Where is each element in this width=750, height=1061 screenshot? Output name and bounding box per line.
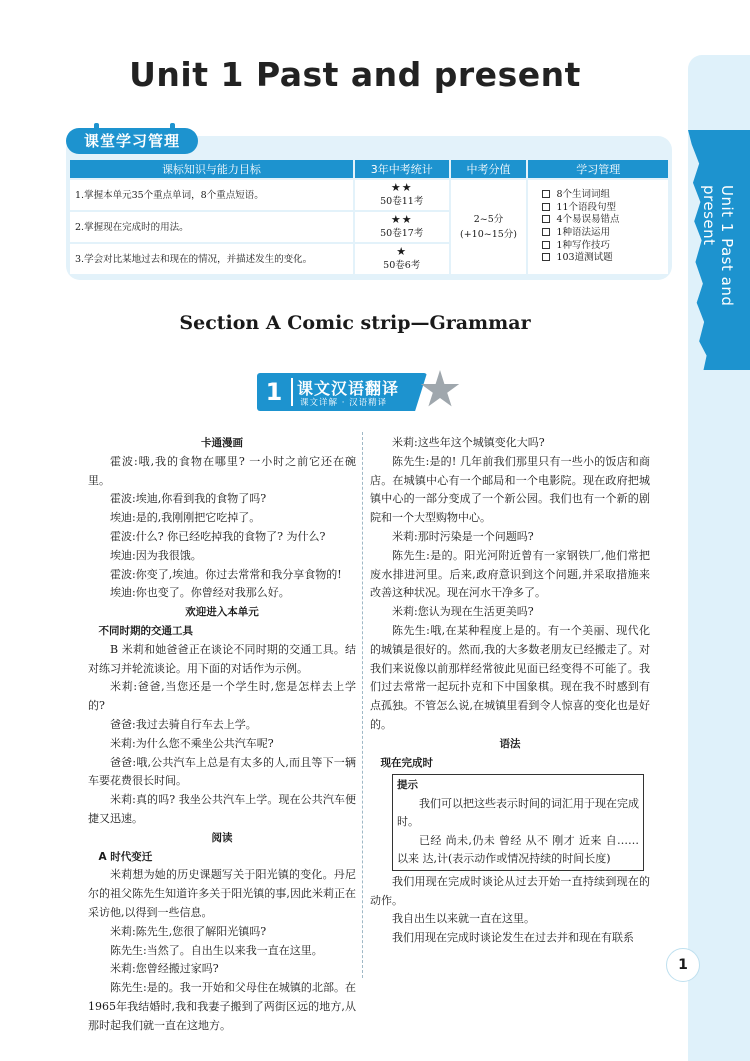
exam-count: 50卷6考 [383,260,421,271]
banner-subtitle: 课文详解 · 汉语精译 [300,398,388,408]
paragraph: B 米莉和她爸爸正在谈论不同时期的交通工具。结对练习并轮流谈论。用下面的对话作为示例。 [88,642,356,675]
checkbox-icon[interactable] [542,190,550,198]
paragraph: 霍波:你变了,埃迪。你过去常常和我分享食物的! [110,567,342,581]
goal-cell: 1.掌握本单元35个重点单词，8个重点短语。 [70,180,353,210]
header-score: 中考分值 [451,160,527,178]
paragraph: 陈先生:哦,在某种程度上是的。有一个美丽、现代化的城镇是很好的。然而,我的大多数老朋友已经搬走了。对我们来说像以前那样经常彼此见面已经变得不可能了。我们过去常常一起玩扑克和下中国象棋。现在我不时感到有点孤独。不管怎么说,在城镇里看到令人惊喜的变化也是好的。 [370,623,650,731]
paragraph: 米莉:那时污染是一个问题吗? [392,529,534,543]
checkbox-icon[interactable] [542,253,550,261]
right-text-column [370,434,650,948]
section-title: Section A Comic strip—Grammar [179,312,531,334]
plan-item: 103道测试题 [542,252,668,265]
paragraph: 埃迪:是的,我刚刚把它吃掉了。 [110,511,261,525]
management-badge: 课堂学习管理 [66,128,198,154]
topic-heading: 现在完成时 [380,756,433,769]
tip-title: 提示 [397,779,418,792]
paragraph: 米莉:真的吗? 我坐公共汽车上学。现在公共汽车便捷又迅速。 [88,793,356,825]
table-header-row [70,160,668,178]
paragraph: 霍波:哦,我的食物在哪里? 一小时之前它还在碗里。 [88,454,356,487]
checkbox-icon[interactable] [542,215,550,223]
plan-item: 1种语法运用 [542,227,668,240]
star-rating: ★★ [390,181,413,194]
banner-number: 1 [265,378,283,406]
tip-box [392,774,644,871]
paragraph: 我们用现在完成时谈论发生在过去并和现在有联系 [392,931,634,945]
side-tab-label: Unit 1 Past and present [700,185,736,307]
topic-heading: A 时代变迁 [98,850,153,863]
paragraph: 米莉:这些年这个城镇变化大吗? [392,436,545,449]
subsection-heading: 阅读 [211,831,233,844]
banner-title: 课文汉语翻译 [297,379,400,398]
checkbox-icon[interactable] [542,203,550,211]
star-rating: ★★ [390,213,413,226]
subsection-heading: 语法 [499,737,521,750]
paragraph: 爸爸:我过去骑自行车去上学。 [110,717,257,731]
checkbox-icon[interactable] [542,241,550,249]
exam-count: 50卷11考 [380,196,424,207]
paragraph: 埃迪:你也变了。你曾经对我那么好。 [110,586,290,600]
score-bonus: (+10~15分) [460,229,518,240]
paragraph: 陈先生:是的。我一开始和父母住在城镇的北部。在1965年我结婚时,我和我妻子搬到了两街区远的地方,从那时起我们就一直在这地方。 [88,981,356,1032]
management-table [68,158,670,276]
score-range: 2~5分 [473,214,504,225]
paragraph: 埃迪:因为我很饿。 [110,548,202,562]
unit-title: Unit 1 Past and present [129,55,581,94]
goal-cell: 2.掌握现在完成时的用法。 [70,212,353,242]
topic-heading: 不同时期的交通工具 [98,624,193,637]
stat-cell [355,212,449,242]
header-stats: 3年中考统计 [355,160,449,178]
table-row [70,180,668,210]
paragraph: 米莉:爸爸,当您还是一个学生时,您是怎样去上学的? [88,680,356,713]
star-rating: ★ [396,245,408,258]
paragraph: 陈先生:是的! 几年前我们那里只有一些小的饭店和商店。在城镇中心有一个邮局和一个电影院。现在政府把城镇中心的一部分变成了一个新公园。我们也有一个新的剧院和一个大型购物中心。 [370,454,650,525]
paragraph: 米莉:您曾经搬过家吗? [110,962,219,976]
page-number: 1 [666,948,700,982]
paragraph: 爸爸:哦,公共汽车上总是有太多的人,而且等下一辆车要花费很长时间。 [88,755,356,788]
subsection-heading: 欢迎进入本单元 [185,606,259,619]
paragraph: 米莉:陈先生,您很了解阳光镇吗? [110,924,267,938]
tip-line: 我们可以把这些表示时间的词汇用于现在完成时。 [397,796,639,829]
stat-cell [355,244,449,274]
goal-cell: 3.学会对比某地过去和现在的情况，并描述发生的变化。 [70,244,353,274]
paragraph: 陈先生:是的。阳光河附近曾有一家钢铁厂,他们常把废水排进河里。后来,政府意识到这个问题,并采取措施来改善这种状况。现在河水干净多了。 [370,548,650,600]
paragraph: 霍波:埃迪,你看到我的食物了吗? [110,492,267,506]
paragraph: 米莉:为什么您不乘坐公共汽车呢? [110,736,274,750]
paragraph: 我们用现在完成时谈论从过去开始一直持续到现在的动作。 [370,874,650,907]
paragraph: 霍波:什么? 你已经吃掉我的食物了? 为什么? [110,529,326,543]
paragraph: 米莉:您认为现在生活更美吗? [392,605,534,619]
plan-item: 4个易误易错点 [542,214,668,227]
paragraph: 我自出生以来就一直在这里。 [392,912,535,926]
header-plan: 学习管理 [528,160,668,178]
plan-item: 1种写作技巧 [542,240,668,253]
paragraph: 陈先生:当然了。自出生以来我一直在这里。 [110,943,323,957]
checkbox-icon[interactable] [542,228,550,236]
plan-item: 8个生词词组 [542,189,668,202]
banner-divider [291,378,293,406]
header-goals: 课标知识与能力目标 [70,160,353,178]
stat-cell [355,180,449,210]
column-divider [362,432,363,978]
exam-count: 50卷17考 [380,228,424,239]
tip-line: 已经 尚未,仍未 曾经 从不 刚才 近来 自……以来 达,计(表示动作或情况持续的时间长度) [397,833,639,866]
plan-item: 11个语段句型 [542,202,668,215]
subsection-heading: 卡通漫画 [201,437,243,449]
paragraph: 米莉想为她的历史课题写关于阳光镇的变化。丹尼尔的祖父陈先生知道许多关于阳光镇的事,因此米莉正在采访他,以得到一些信息。 [88,868,356,919]
score-cell [451,180,527,274]
left-text-column [88,434,356,1036]
plan-cell [528,180,668,274]
